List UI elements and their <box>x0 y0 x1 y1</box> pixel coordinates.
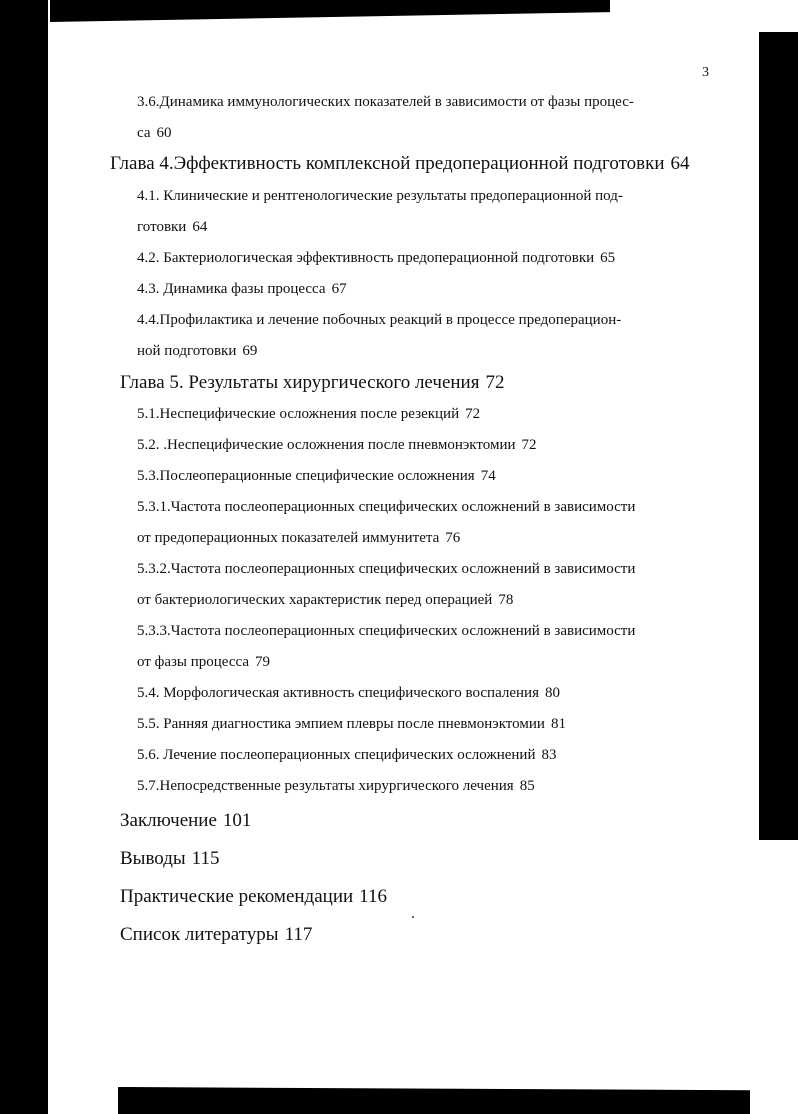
toc-line <box>137 499 710 516</box>
toc-entry-title: 5.1.Неспецифические осложнения после резекций <box>137 406 460 422</box>
toc-entry-title: Глава 4.Эффективность комплексной предоперационной подготовки <box>110 153 665 174</box>
toc-entry-title: Практические рекомендации <box>120 886 354 907</box>
toc-entry-title: 5.3.2.Частота послеоперационных специфических осложнений в зависимости <box>137 561 636 577</box>
toc-line <box>137 623 710 640</box>
toc-entry-title: готовки <box>137 219 187 235</box>
toc-entry-title: са <box>137 125 151 141</box>
toc-entry-title: 5.3.Послеоперационные специфические осложнения <box>137 468 475 484</box>
toc-line <box>120 924 710 946</box>
toc-line <box>137 561 710 578</box>
scan-border-left-line <box>23 1000 25 1114</box>
toc-line <box>137 685 710 702</box>
toc-entry-title: 5.3.3.Частота послеоперационных специфических осложнений в зависимости <box>137 623 636 639</box>
scan-border-top <box>50 0 610 22</box>
toc-page-number: 64 <box>192 219 208 235</box>
toc-entry-title: Выводы <box>120 848 186 869</box>
toc-page-number: 85 <box>519 778 535 794</box>
toc-line <box>137 778 710 795</box>
toc-line <box>120 810 710 832</box>
toc-page-number: 79 <box>254 654 270 670</box>
toc-entry-title: 5.5. Ранняя диагностика эмпием плевры после пневмонэктомии <box>137 716 545 732</box>
toc-entry-title: Заключение <box>120 810 217 831</box>
toc-page-number: 60 <box>156 125 172 141</box>
toc-page-number: 78 <box>498 592 514 608</box>
toc-entry-title: от фазы процесса <box>137 654 249 670</box>
page-number: 3 <box>702 65 709 80</box>
toc-entry-title: 5.3.1.Частота послеоперационных специфических осложнений в зависимости <box>137 499 636 515</box>
toc-page-number: 83 <box>541 747 557 763</box>
toc-page-number: 72 <box>465 406 481 422</box>
toc-line <box>137 716 710 733</box>
toc-line <box>137 312 710 329</box>
toc-line <box>120 886 710 908</box>
toc-page-number: 117 <box>284 924 313 945</box>
toc-entry-title: 5.7.Непосредственные результаты хирургического лечения <box>137 778 514 794</box>
toc-line <box>137 188 710 205</box>
toc-line <box>137 468 710 485</box>
toc-page-number: 101 <box>222 810 252 831</box>
toc-line <box>137 406 710 423</box>
toc-entry-title: 4.3. Динамика фазы процесса <box>137 281 326 297</box>
toc-entry-title: Список литературы <box>120 924 279 945</box>
toc-entry-title: 5.6. Лечение послеоперационных специфических осложнений <box>137 747 536 763</box>
toc-page-number: 69 <box>242 343 258 359</box>
toc-line <box>137 125 710 142</box>
scan-border-right <box>759 32 798 840</box>
scan-border-left <box>0 0 48 1114</box>
toc-line <box>137 219 710 236</box>
toc-entry-title: 5.4. Морфологическая активность специфического воспаления <box>137 685 539 701</box>
toc-page-number: 64 <box>670 153 690 174</box>
scan-border-bottom <box>118 1087 750 1114</box>
toc-page-number: 74 <box>480 468 496 484</box>
toc-entry-title: от бактериологических характеристик перед операцией <box>137 592 493 608</box>
toc-line <box>137 437 710 454</box>
toc-page-number: 80 <box>544 685 560 701</box>
toc-page-number: 67 <box>331 281 347 297</box>
toc-entry-title: 4.4.Профилактика и лечение побочных реакций в процессе предоперацион- <box>137 312 622 328</box>
toc-line <box>137 747 710 764</box>
toc-entry-title: 3.6.Динамика иммунологических показателей в зависимости от фазы процес- <box>137 94 634 110</box>
toc-line <box>137 281 710 298</box>
toc-line <box>110 153 710 175</box>
toc-entry-title: 4.1. Клинические и рентгенологические результаты предоперационной под- <box>137 188 623 204</box>
toc-page-number: 76 <box>445 530 461 546</box>
toc-line <box>137 250 710 267</box>
toc-entry-title: 5.2. .Неспецифические осложнения после пневмонэктомии <box>137 437 516 453</box>
scan-speck <box>412 916 414 918</box>
toc-page-number: 115 <box>191 848 220 869</box>
toc-line <box>137 592 710 609</box>
toc-page-number: 72 <box>521 437 537 453</box>
toc-line <box>120 848 710 870</box>
toc-entry-title: ной подготовки <box>137 343 237 359</box>
toc-entry-title: Глава 5. Результаты хирургического лечения <box>120 372 480 393</box>
toc-page-number: 116 <box>359 886 387 907</box>
toc-page-number: 65 <box>600 250 616 266</box>
toc-entry-title: 4.2. Бактериологическая эффективность предоперационной подготовки <box>137 250 595 266</box>
toc-entry-title: от предоперационных показателей иммунитета <box>137 530 440 546</box>
toc-line <box>137 530 710 547</box>
toc-line <box>137 94 710 111</box>
toc-line <box>137 343 710 360</box>
toc-line <box>120 372 710 394</box>
toc-page-number: 72 <box>485 372 505 393</box>
toc-line <box>137 654 710 671</box>
toc-page-number: 81 <box>550 716 566 732</box>
